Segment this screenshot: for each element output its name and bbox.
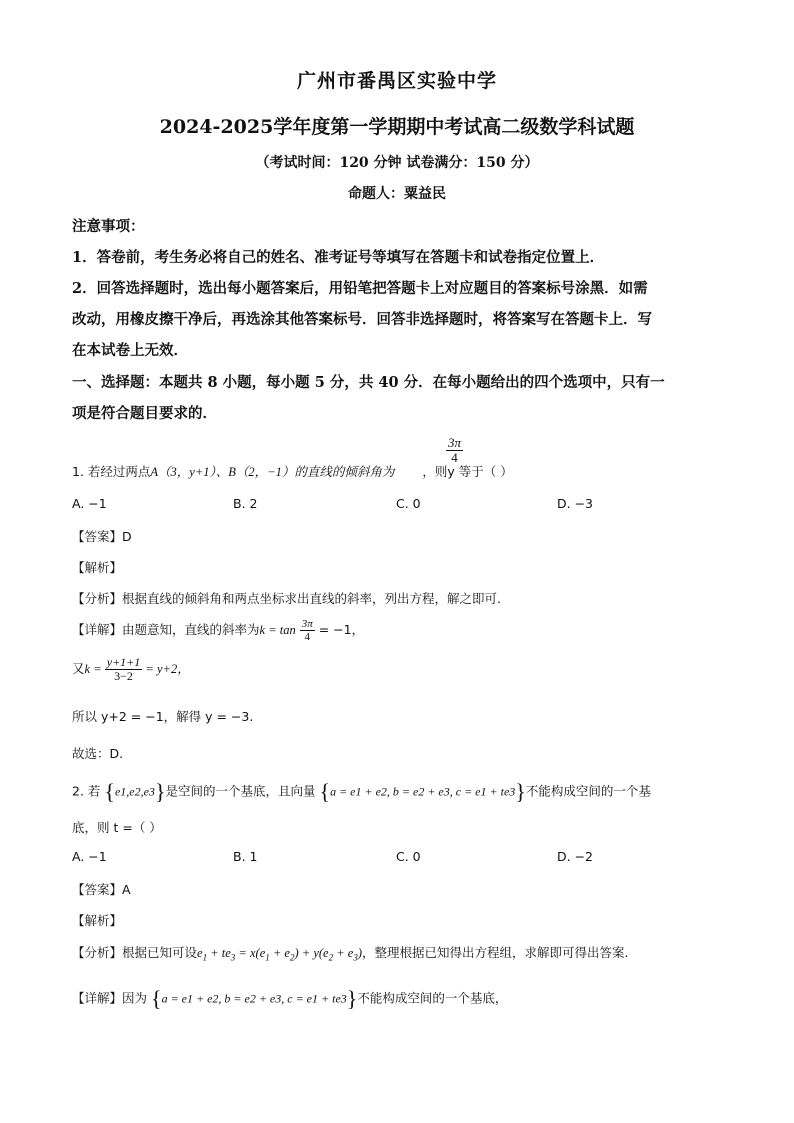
q2-analysis-summary: 【分析】根据已知可设$e_1 + te_3 = x(e_1 + e_2) + y(e_2 + e_3)$，整理根据已知得出方程组，求解即可得出答案. <box>72 945 629 963</box>
q1-slope-fraction: $\frac{y+1+1}{3-2}$ <box>106 655 141 684</box>
q1-angle-fraction: $\frac{3\pi}{4}$ <box>448 435 462 466</box>
q1-stem: 1. 若经过两点A（3，y+1）、B（2，−1）的直线的倾斜角为 ，则y 等于（ ） <box>72 464 513 479</box>
note-item-2-line-1: 2．回答选择题时，选出每小题答案后，用铅笔把答题卡上对应题目的答案标号涂黑．如需 <box>72 280 648 297</box>
q1-detail-line-2: 又k = $\frac{y+1+1}{3-2}$ = y+2， <box>72 655 190 684</box>
q1-option-d: D. −3 <box>557 496 593 511</box>
note-item-1: 1．答卷前，考生务必将自己的姓名、准考证号等填写在答题卡和试卷指定位置上． <box>72 249 605 266</box>
note-item-2-line-2: 改动，用橡皮擦干净后，再选涂其他答案标号．回答非选择题时，将答案写在答题卡上．写 <box>72 311 652 328</box>
q2-option-a: A. −1 <box>72 849 107 864</box>
q2-basis-vectors: e1,e2,e3 <box>114 784 155 799</box>
q1-detail-line-3: 所以 y+2 = −1，解得 y = −3. <box>72 709 254 724</box>
school-title: 广州市番禺区实验中学 <box>296 70 497 92</box>
exam-info: （考试时间：120 分钟 试卷满分：150 分） <box>255 155 539 171</box>
q2-option-c: C. 0 <box>396 849 421 864</box>
section-heading-line-2: 项是符合题目要求的． <box>72 405 217 422</box>
section-heading-line-1: 一、选择题：本题共 8 小题，每小题 5 分，共 40 分．在每小题给出的四个选项中，只有一 <box>72 374 665 391</box>
notes-heading: 注意事项： <box>72 218 145 235</box>
note-item-2-line-3: 在本试卷上无效． <box>72 342 188 359</box>
q2-stem-line-2: 底，则 t =（ ） <box>72 820 162 835</box>
exam-title: 2024-2025学年度第一学期期中考试高二级数学科试题 <box>159 116 635 138</box>
q1-analysis-summary: 【分析】根据直线的倾斜角和两点坐标求出直线的斜率，列出方程，解之即可. <box>72 591 501 606</box>
q2-option-d: D. −2 <box>557 849 593 864</box>
q2-analysis-label: 【解析】 <box>72 913 123 928</box>
q1-answer: 【答案】D <box>72 529 132 544</box>
q2-option-b: B. 1 <box>233 849 258 864</box>
q2-detail-line-1: 【详解】因为 {a = e1 + e2, b = e2 + e3, c = e1 + te3}不能构成空间的一个基底， <box>72 986 508 1011</box>
q2-vector-set: a = e1 + e2, b = e2 + e3, c = e1 + te3 <box>330 784 516 799</box>
q1-option-a: A. −1 <box>72 496 107 511</box>
author-line: 命题人：粟益民 <box>348 186 446 202</box>
q1-option-c: C. 0 <box>396 496 421 511</box>
q1-detail-fraction: $\frac{3\pi}{4}$ <box>301 618 313 644</box>
q1-option-b: B. 2 <box>233 496 258 511</box>
q1-analysis-label: 【解析】 <box>72 560 123 575</box>
q1-detail-line-4: 故选：D. <box>72 746 124 761</box>
q2-stem-line-1: 2. 若 {e1,e2,e3}是空间的一个基底，且向量 {a = e1 + e2, b = e2 + e3, c = e1 + te3}不能构成空间的一个基 <box>72 779 651 804</box>
q1-detail-line-1: 【详解】由题意知，直线的斜率为k = tan $\frac{3\pi}{4}$ = −1， <box>72 618 365 644</box>
q2-answer: 【答案】A <box>72 882 131 897</box>
